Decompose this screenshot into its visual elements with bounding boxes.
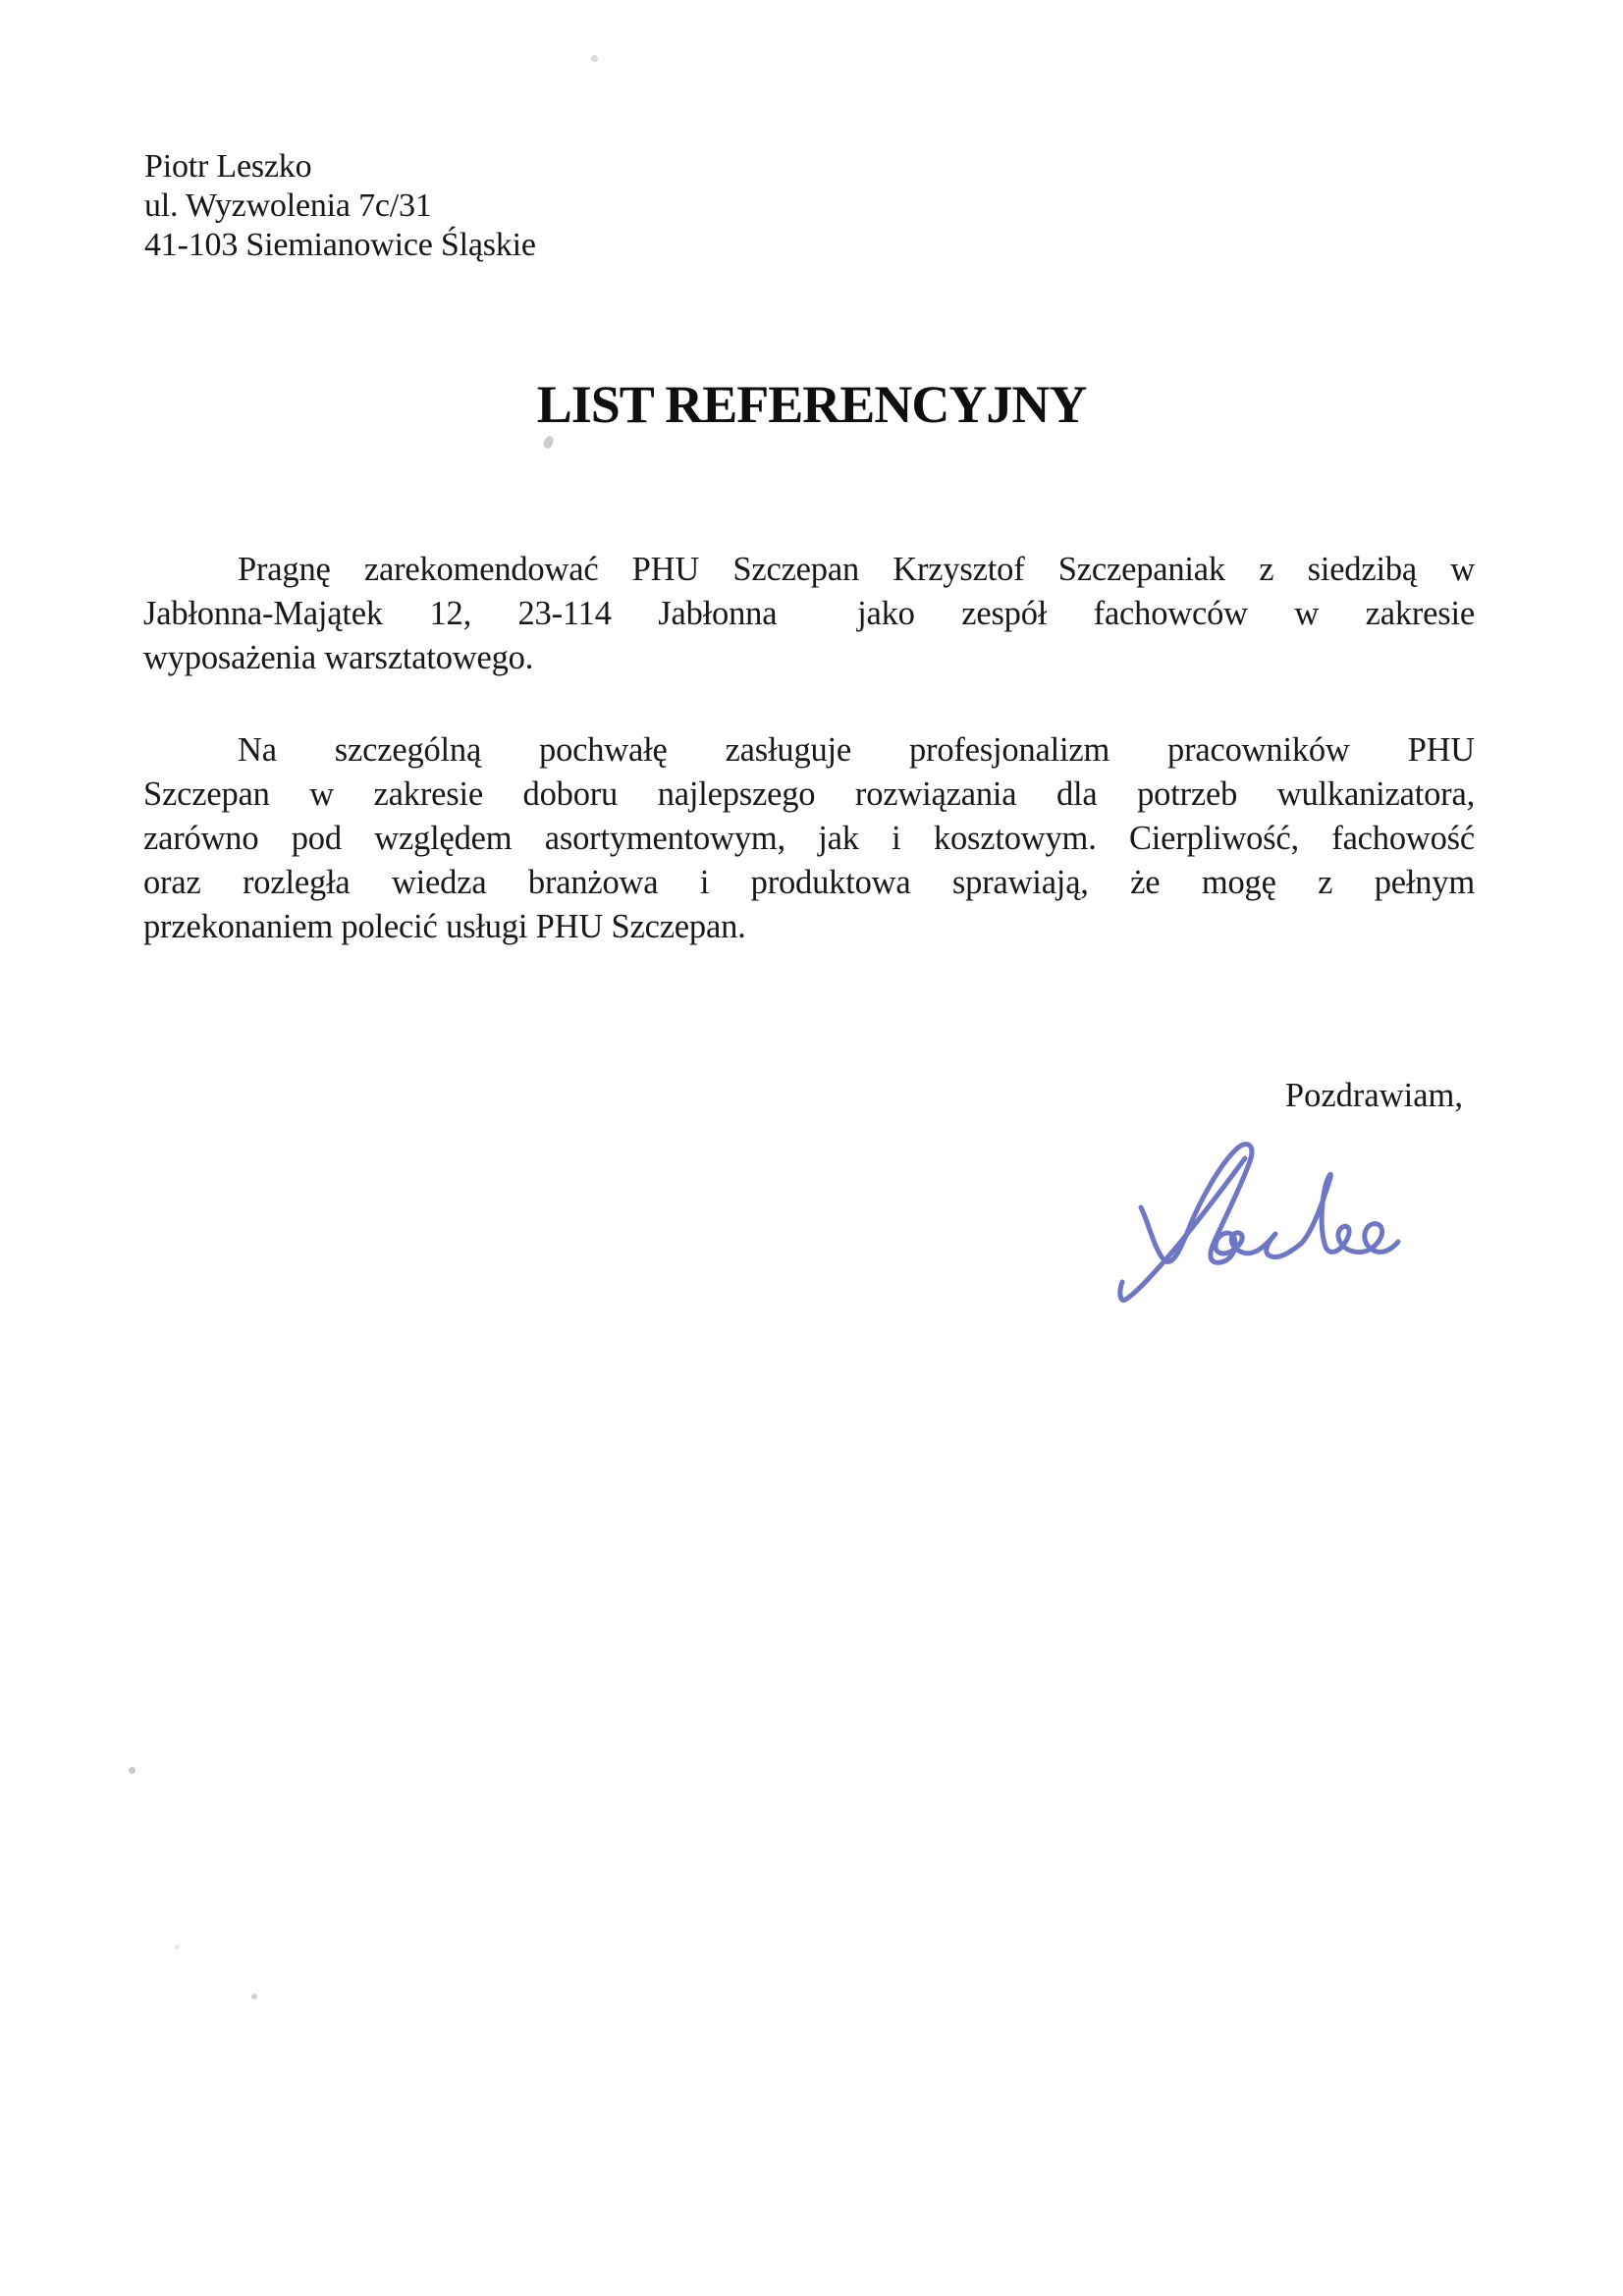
closing-salutation: Pozdrawiam, bbox=[1284, 1077, 1463, 1114]
document-title: LIST REFERENCYJNY bbox=[536, 375, 1087, 434]
text-line: zarówno pod względem asortymentowym, jak i kosztowym. Cierpliwość, fachowość bbox=[143, 820, 1475, 857]
signature-ink-icon bbox=[1098, 1135, 1432, 1331]
text-line: Na szczególną pochwałę zasługuje profesjonalizm pracowników PHU bbox=[238, 731, 1475, 769]
text-line: Jabłonna-Majątek 12, 23-114 Jabłonna jako zespół fachowców w zakresie bbox=[143, 595, 1475, 632]
signature-stroke-slash bbox=[1120, 1158, 1245, 1301]
scan-artifact bbox=[591, 55, 598, 62]
scan-artifact bbox=[129, 1767, 135, 1774]
text-line: Szczepan w zakresie doboru najlepszego rozwiązania dla potrzeb wulkanizatora, bbox=[143, 775, 1475, 813]
letter-paragraph-1 bbox=[143, 548, 1475, 680]
text-line: przekonaniem polecić usługi PHU Szczepan. bbox=[143, 908, 746, 945]
scan-artifact bbox=[542, 435, 555, 450]
signature bbox=[1098, 1135, 1432, 1331]
scan-artifact bbox=[175, 1945, 180, 1949]
letter-paragraph-2 bbox=[143, 728, 1475, 949]
text-line: Piotr Leszko bbox=[144, 148, 312, 185]
text-line: oraz rozległa wiedza branżowa i produktowa sprawiają, że mogę z pełnym bbox=[143, 864, 1475, 901]
text-line: wyposażenia warsztatowego. bbox=[143, 639, 534, 676]
scan-artifact bbox=[251, 1994, 257, 2000]
text-line: 41-103 Siemianowice Śląskie bbox=[144, 227, 536, 263]
text-line: Pragnę zarekomendować PHU Szczepan Krzysztof Szczepaniak z siedzibą w bbox=[238, 551, 1475, 588]
text-line: ul. Wyzwolenia 7c/31 bbox=[144, 187, 432, 224]
sender-address-block bbox=[144, 147, 536, 265]
